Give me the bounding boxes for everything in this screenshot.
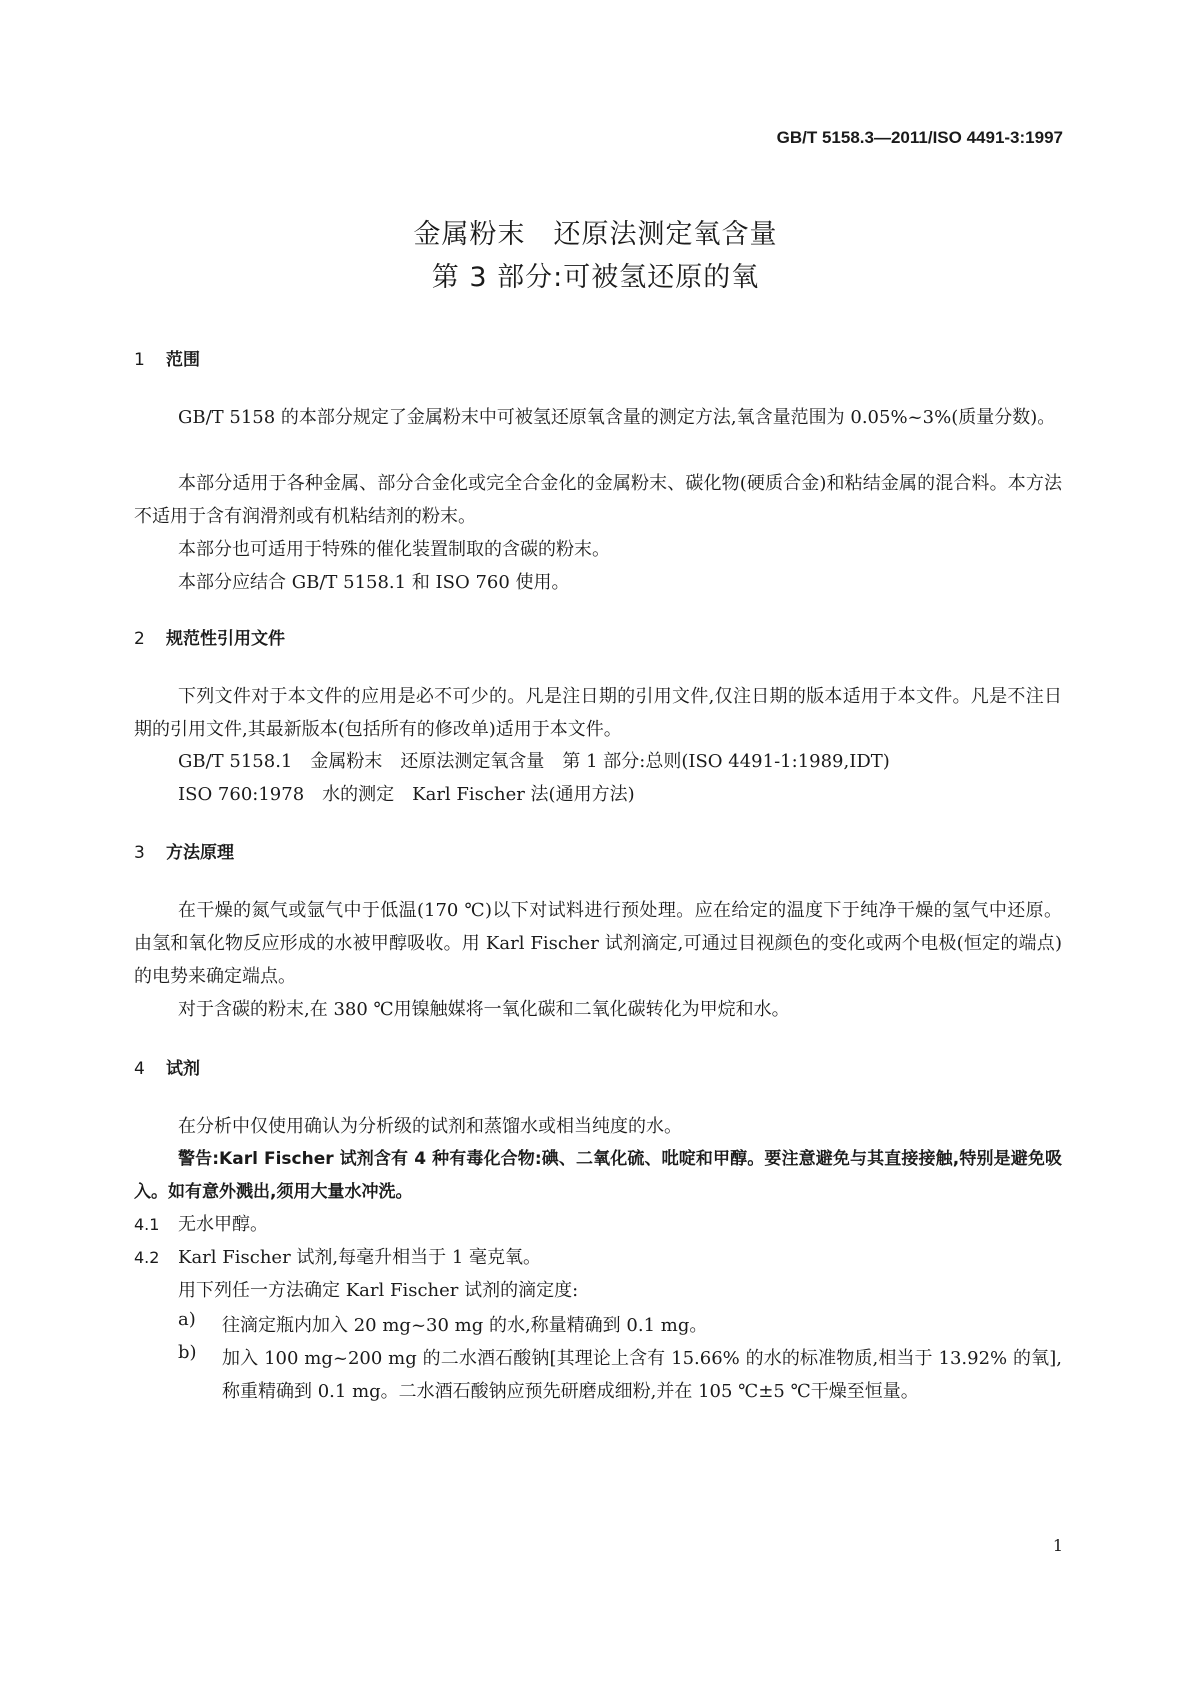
section-number: 4: [134, 1059, 145, 1079]
sub-item-label: a): [178, 1309, 196, 1330]
list-item: [134, 1243, 541, 1269]
section-number: 3: [134, 843, 145, 863]
sub-item-label: b): [178, 1342, 197, 1363]
reference-item: GB/T 5158.1 金属粉末 还原法测定氧含量 第 1 部分:总则(ISO 4491-1:1989,IDT): [178, 751, 890, 772]
section-title: 规范性引用文件: [166, 629, 285, 649]
document-title-line1: 金属粉末 还原法测定氧含量: [413, 219, 778, 250]
paragraph: 本部分应结合 GB/T 5158.1 和 ISO 760 使用。: [178, 572, 570, 593]
paragraph: 在分析中仅使用确认为分析级的试剂和蒸馏水或相当纯度的水。: [178, 1116, 682, 1137]
paragraph: 在干燥的氮气或氩气中于低温(170 ℃)以下对试料进行预处理。应在给定的温度下于纯净干燥的氢气中还原。由氢和氧化物反应形成的水被甲醇吸收。用 Karl Fischer 试剂滴定,可通过目视颜色的变化或两个电极(恒定的端点)的电势来确定端点。: [134, 900, 1062, 987]
section-heading-principle: [134, 838, 234, 863]
section-title: 方法原理: [166, 843, 234, 863]
section-number: 1: [134, 350, 145, 370]
standard-number: GB/T 5158.3—2011/ISO 4491-3:1997: [776, 128, 1063, 147]
paragraph: 下列文件对于本文件的应用是必不可少的。凡是注日期的引用文件,仅注日期的版本适用于本文件。凡是不注日期的引用文件,其最新版本(包括所有的修改单)适用于本文件。: [134, 686, 1062, 740]
sub-item-text: 加入 100 mg~200 mg 的二水酒石酸钠[其理论上含有 15.66% 的水的标准物质,相当于 13.92% 的氧],称重精确到 0.1 mg。二水酒石酸钠应预先研磨成细粉,并在 105 ℃±5 ℃干燥至恒量。: [222, 1348, 1062, 1402]
item-number: 4.1: [134, 1215, 160, 1234]
item-number: 4.2: [134, 1248, 160, 1267]
section-heading-normative-references: [134, 624, 285, 649]
reference-item: ISO 760:1978 水的测定 Karl Fischer 法(通用方法): [178, 784, 635, 805]
page-number: 1: [1052, 1536, 1063, 1555]
paragraph: GB/T 5158 的本部分规定了金属粉末中可被氢还原氧含量的测定方法,氧含量范围为 0.05%~3%(质量分数)。: [178, 407, 1056, 428]
document-title-line2: 第 3 部分:可被氢还原的氧: [431, 262, 760, 293]
paragraph: 本部分适用于各种金属、部分合金化或完全合金化的金属粉末、碳化物(硬质合金)和粘结金属的混合料。本方法不适用于含有润滑剂或有机粘结剂的粉末。: [134, 473, 1062, 527]
item-note: 用下列任一方法确定 Karl Fischer 试剂的滴定度:: [178, 1280, 579, 1301]
section-heading-scope: [134, 345, 200, 370]
list-item: [134, 1210, 268, 1236]
section-title: 范围: [166, 350, 200, 370]
item-text: Karl Fischer 试剂,每毫升相当于 1 毫克氧。: [178, 1247, 542, 1268]
section-number: 2: [134, 629, 145, 649]
section-title: 试剂: [166, 1059, 200, 1079]
sub-item-text: 往滴定瓶内加入 20 mg~30 mg 的水,称量精确到 0.1 mg。: [222, 1315, 708, 1336]
warning-paragraph: 警告:Karl Fischer 试剂含有 4 种有毒化合物:碘、二氧化硫、吡啶和甲醇。要注意避免与其直接接触,特别是避免吸入。如有意外溅出,须用大量水冲洗。: [134, 1149, 1062, 1202]
paragraph: 对于含碳的粉末,在 380 ℃用镍触媒将一氧化碳和二氧化碳转化为甲烷和水。: [178, 999, 790, 1020]
item-text: 无水甲醇。: [178, 1214, 268, 1235]
paragraph: 本部分也可适用于特殊的催化装置制取的含碳的粉末。: [178, 539, 610, 560]
section-heading-reagents: [134, 1054, 200, 1079]
